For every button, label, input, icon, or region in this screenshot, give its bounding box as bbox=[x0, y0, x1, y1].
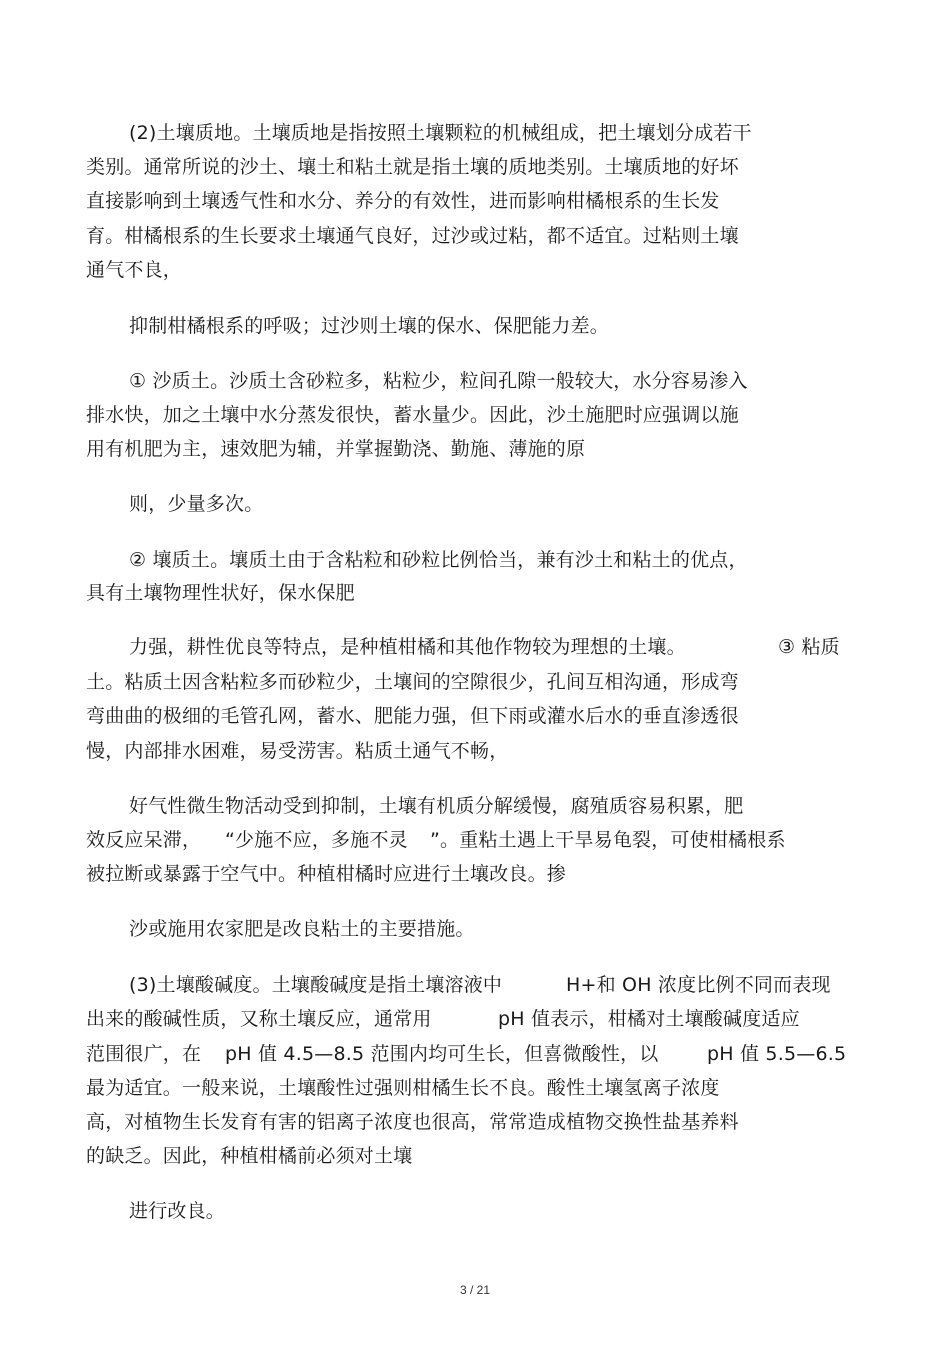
text-line: 最为适宜。一般来说，土壤酸性过强则柑橘生长不良。酸性土壤氢离子浓度 bbox=[86, 1077, 720, 1099]
text-line: (2)土壤质地。土壤质地是指按照土壤颗粒的机械组成，把土壤划分成若干 bbox=[129, 122, 752, 144]
text-line: (3)土壤酸碱度。土壤酸碱度是指土壤溶液中 bbox=[129, 974, 503, 996]
text-line: pH 值 4.5—8.5 范围内均可生长，但喜微酸性，以 bbox=[225, 1043, 659, 1065]
text-line: ”。重粘土遇上干旱易龟裂，可使柑橘根系 bbox=[430, 829, 786, 851]
text-line: 力强，耕性优良等特点，是种植柑橘和其他作物较为理想的土壤。 bbox=[129, 636, 686, 658]
text-line: 效反应呆滞， bbox=[86, 829, 202, 851]
text-line: 弯曲曲的极细的毛管孔网，蓄水、肥能力强，但下雨或灌水后水的垂直渗透很 bbox=[86, 705, 739, 727]
text-line: 直接影响到土壤透气性和水分、养分的有效性，进而影响柑橘根系的生长发 bbox=[86, 190, 720, 212]
text-line: 通气不良， bbox=[86, 259, 183, 281]
text-line: 进行改良。 bbox=[129, 1200, 226, 1222]
text-line: 抑制柑橘根系的呼吸；过沙则土壤的保水、保肥能力差。 bbox=[129, 315, 610, 337]
text-line: 类别。通常所说的沙土、壤土和粘土就是指土壤的质地类别。土壤质地的好坏 bbox=[86, 156, 739, 178]
text-line: “少施不应，多施不灵 bbox=[225, 829, 408, 851]
text-line: ② 壤质土。壤质土由于含粘粒和砂粒比例恰当，兼有沙土和粘土的优点， bbox=[129, 549, 748, 571]
text-line: 育。柑橘根系的生长要求土壤通气良好，过沙或过粘，都不适宜。过粘则土壤 bbox=[86, 225, 739, 247]
text-line: ③ 粘质 bbox=[778, 636, 840, 658]
page-number: 3 / 21 bbox=[459, 1283, 491, 1297]
text-line: 具有土壤物理性状好，保水保肥 bbox=[86, 582, 355, 604]
text-line: 的缺乏。因此，种植柑橘前必须对土壤 bbox=[86, 1145, 413, 1167]
text-line: 慢，内部排水困难，易受涝害。粘质土通气不畅， bbox=[86, 740, 509, 762]
text-line: 高，对植物生长发育有害的铝离子浓度也很高，常常造成植物交换性盐基养料 bbox=[86, 1111, 739, 1133]
text-line: 被拉断或暴露于空气中。种植柑橘时应进行土壤改良。掺 bbox=[86, 863, 567, 885]
text-line: 土。粘质土因含粘粒多而砂粒少，土壤间的空隙很少，孔间互相沟通，形成弯 bbox=[86, 671, 739, 693]
text-line: 用有机肥为主，速效肥为辅，并掌握勤浇、勤施、薄施的原 bbox=[86, 438, 586, 460]
text-line: 范围很广，在 bbox=[86, 1043, 202, 1065]
text-line: 好气性微生物活动受到抑制，土壤有机质分解缓慢，腐殖质容易积累，肥 bbox=[129, 795, 744, 817]
text-line: pH 值表示，柑橘对土壤酸碱度适应 bbox=[498, 1008, 800, 1030]
text-line: ① 沙质土。沙质土含砂粒多，粘粒少，粒间孔隙一般较大，水分容易渗入 bbox=[129, 370, 748, 392]
text-line: 出来的酸碱性质，又称土壤反应，通常用 bbox=[86, 1008, 432, 1030]
text-line: 则，少量多次。 bbox=[129, 493, 264, 515]
text-line: H+和 OH 浓度比例不同而表现 bbox=[566, 974, 831, 996]
text-line: 排水快，加之土壤中水分蒸发很快，蓄水量少。因此，沙土施肥时应强调以施 bbox=[86, 404, 739, 426]
text-line: 沙或施用农家肥是改良粘土的主要措施。 bbox=[129, 918, 475, 940]
text-line: pH 值 5.5—6.5 bbox=[707, 1043, 847, 1065]
